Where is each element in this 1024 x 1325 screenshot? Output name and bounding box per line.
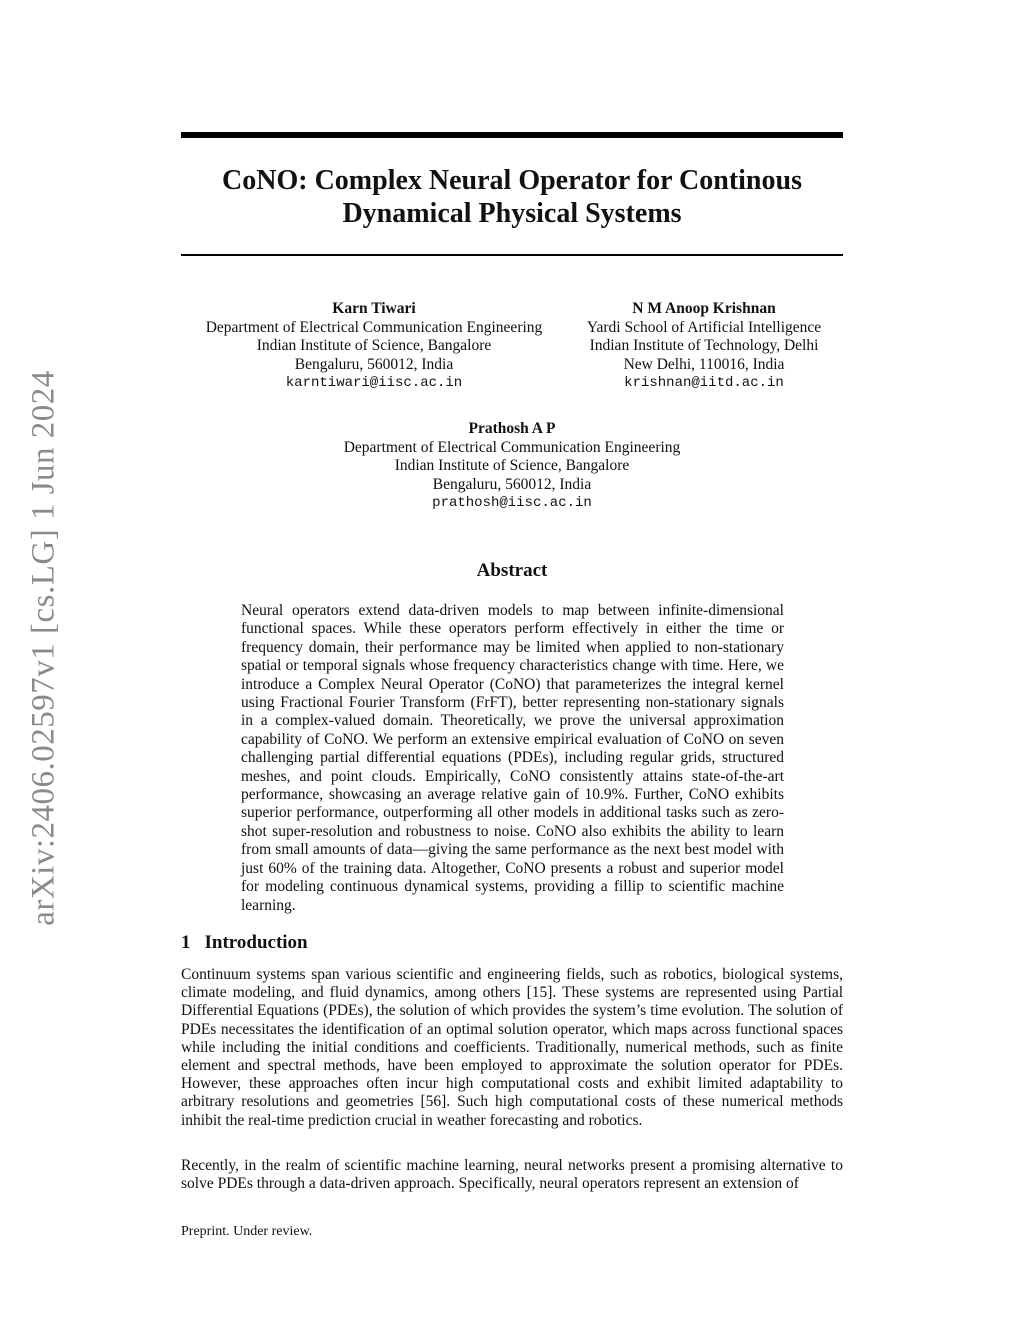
footer-note: Preprint. Under review. [181, 1224, 313, 1239]
author-department: Yardi School of Artificial Intelligence [586, 318, 822, 336]
title-line-2: Dynamical Physical Systems [342, 198, 682, 229]
author-location: New Delhi, 110016, India [623, 355, 785, 373]
section-heading-introduction [181, 932, 308, 954]
introduction-paragraph-2: Recently, in the realm of scientific machine learning, neural networks present a promising alternative to solve PDEs through a data-driven approach. Specifically, neural operators represent an extension of [181, 1157, 843, 1193]
author-location: Bengaluru, 560012, India [432, 475, 592, 493]
abstract-heading: Abstract [476, 560, 548, 581]
author-name: Prathosh A P [468, 420, 556, 437]
author-block-2 [568, 300, 840, 393]
author-department: Department of Electrical Communication Engineering [343, 438, 681, 456]
arxiv-identifier-stamp: arXiv:2406.02597v1 [cs.LG] 1 Jun 2024 [25, 370, 62, 926]
paper-title [181, 164, 843, 230]
author-location: Bengaluru, 560012, India [294, 355, 454, 373]
abstract-text: Neural operators extend data-driven models to map between infinite-dimensional functional spaces. While these operators perform effectively in either the time or frequency domain, their performance may be limited when applied to non-stationary spatial or temporal signals whose frequency characteristics change with time. Here, we introduce a Complex Neural Operator (CoNO) that parameterizes the integral kernel using Fractional Fourier Transform (FrFT), better representing non-stationary signals in a complex-valued domain. Theoretically, we prove the universal approximation capability of CoNO. We perform an extensive empirical evaluation of CoNO on seven challenging partial differential equations (PDEs), including regular grids, structured meshes, and point clouds. Empirically, CoNO consistently attains state-of-the-art performance, showcasing an average relative gain of 10.9%. Further, CoNO exhibits superior performance, outperforming all other models in additional tasks such as zero-shot super-resolution and robustness to noise. CoNO also exhibits the ability to learn from small amounts of data—giving the same performance as the next best model with just 60% of the training data. Altogether, CoNO presents a robust and superior model for modeling continuous dynamical systems, providing a fillip to scientific machine learning. [241, 602, 784, 914]
section-title: Introduction [204, 932, 308, 953]
title-line-1: CoNO: Complex Neural Operator for Continous [222, 165, 802, 196]
author-block-1 [192, 300, 556, 393]
author-institution: Indian Institute of Science, Bangalore [394, 457, 630, 474]
introduction-paragraph-1: Continuum systems span various scientific and engineering fields, such as robotics, biological systems, climate modeling, and fluid dynamics, among others [15]. These systems are represented using Partial Differential Equations (PDEs), the solution of which provides the system’s time evolution. The solution of PDEs necessitates the identification of an optimal solution operator, which maps across functional spaces while including the initial conditions and coefficients. Traditionally, numerical methods, such as finite element and spectral methods, have been employed to approximate the solution operator for PDEs. However, these approaches often incur high computational costs and exhibit limited adaptability to arbitrary resolutions and geometries [56]. Such high computational costs of these numerical methods inhibit the real-time prediction crucial in weather forecasting and robotics. [181, 966, 843, 1129]
author-name: N M Anoop Krishnan [632, 300, 776, 317]
author-institution: Indian Institute of Science, Bangalore [256, 337, 492, 354]
section-number: 1 [181, 932, 191, 953]
author-email: krishnan@iitd.ac.in [624, 375, 784, 391]
title-top-rule [181, 132, 843, 138]
author-block-3 [181, 420, 843, 513]
author-department: Department of Electrical Communication Engineering [205, 318, 543, 336]
author-name: Karn Tiwari [332, 300, 416, 317]
title-bottom-rule [181, 254, 843, 256]
author-email: karntiwari@iisc.ac.in [285, 375, 463, 391]
author-email: prathosh@iisc.ac.in [432, 495, 592, 511]
author-institution: Indian Institute of Technology, Delhi [589, 337, 819, 354]
